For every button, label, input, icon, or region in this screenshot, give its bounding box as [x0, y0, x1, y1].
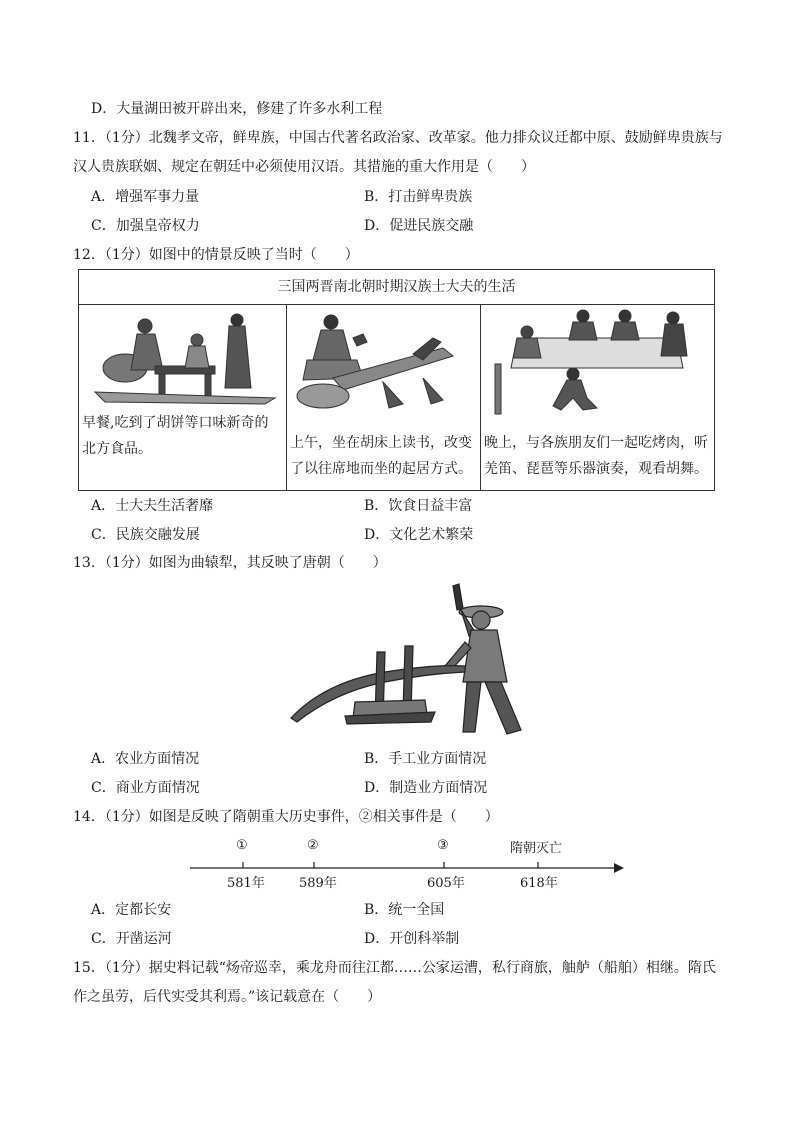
q13-option-c: C．商业方面情况	[91, 780, 200, 796]
q12-table-title: 三国两晋南北朝时期汉族士大夫的生活	[79, 270, 714, 305]
reading-on-hu-chair-illustration	[293, 308, 475, 418]
q11-option-a: A．增强军事力量	[91, 189, 200, 205]
timeline-year-581: 581年	[227, 876, 265, 891]
q13-stem: 13．（1分）如图为曲辕犁，其反映了唐朝（ ）	[73, 555, 387, 571]
timeline-mark-1: ①	[236, 838, 248, 853]
q12-option-a: A．士大夫生活奢靡	[91, 498, 214, 514]
q12-option-c: C．民族交融发展	[91, 527, 200, 543]
q13-option-d: D．制造业方面情况	[364, 780, 488, 796]
timeline-mark-2: ②	[307, 838, 319, 853]
q14-option-c: C．开凿运河	[91, 931, 172, 947]
q11-option-c: C．加强皇帝权力	[91, 218, 200, 234]
q14-option-d: D．开创科举制	[364, 931, 460, 947]
q10-option-d: D．大量湖田被开辟出来，修建了许多水利工程	[91, 101, 383, 117]
q14-option-b: B．统一全国	[364, 902, 445, 918]
q12-cell-morning	[287, 304, 481, 490]
q15-stem-line1: 15．（1分）据史料记载“炀帝巡幸，乘龙舟而往江都……公家运漕，私行商旅，舳舻（船舶）相继。隋氏	[73, 960, 716, 976]
timeline-year-618: 618年	[520, 876, 558, 891]
timeline-year-589: 589年	[299, 876, 337, 891]
timeline-mark-3: ③	[437, 838, 449, 853]
q12-stem: 12．（1分）如图中的情景反映了当时（ ）	[73, 247, 359, 263]
feast-and-dance-illustration	[487, 308, 707, 418]
q12-cell-evening-text: 晚上，与各族朋友们一起吃烤肉，听羌笛、琵琶等乐器演奏，观看胡舞。	[484, 435, 708, 477]
q12-option-d: D．文化艺术繁荣	[364, 527, 474, 543]
timeline-year-605: 605年	[427, 876, 465, 891]
q13-option-a: A．农业方面情况	[91, 751, 200, 767]
q12-cell-evening	[481, 304, 714, 490]
q11-option-b: B．打击鲜卑贵族	[364, 189, 473, 205]
q12-cell-breakfast	[79, 304, 287, 490]
curved-shaft-plow-illustration	[285, 582, 525, 740]
q12-cell-morning-text: 上午，坐在胡床上读书，改变了以往席地而坐的起居方式。	[290, 435, 472, 477]
q12-option-b: B．饮食日益丰富	[364, 498, 473, 514]
q15-stem-line2: 作之虽劳，后代实受其利焉。”该记载意在（ ）	[73, 989, 382, 1005]
timeline-mark-sui-fall: 隋朝灭亡	[510, 841, 563, 856]
q11-stem-line1: 11．（1分）北魏孝文帝，鲜卑族，中国古代著名政治家、改革家。他力排众议迁都中原、鼓励鲜卑贵族与	[73, 130, 723, 146]
q11-stem-line2: 汉人贵族联姻、规定在朝廷中必须使用汉语。其措施的重大作用是（ ）	[73, 159, 535, 175]
breakfast-scene-illustration	[85, 308, 281, 408]
q14-stem: 14．（1分）如图是反映了隋朝重大历史事件，②相关事件是（ ）	[73, 809, 499, 825]
q12-cell-breakfast-text: 早餐,吃到了胡饼等口味新奇的北方食品。	[82, 415, 269, 457]
q13-option-b: B．手工业方面情况	[364, 751, 487, 767]
q11-option-d: D．促进民族交融	[364, 218, 474, 234]
q12-table	[78, 269, 715, 491]
q14-option-a: A．定都长安	[91, 902, 172, 918]
